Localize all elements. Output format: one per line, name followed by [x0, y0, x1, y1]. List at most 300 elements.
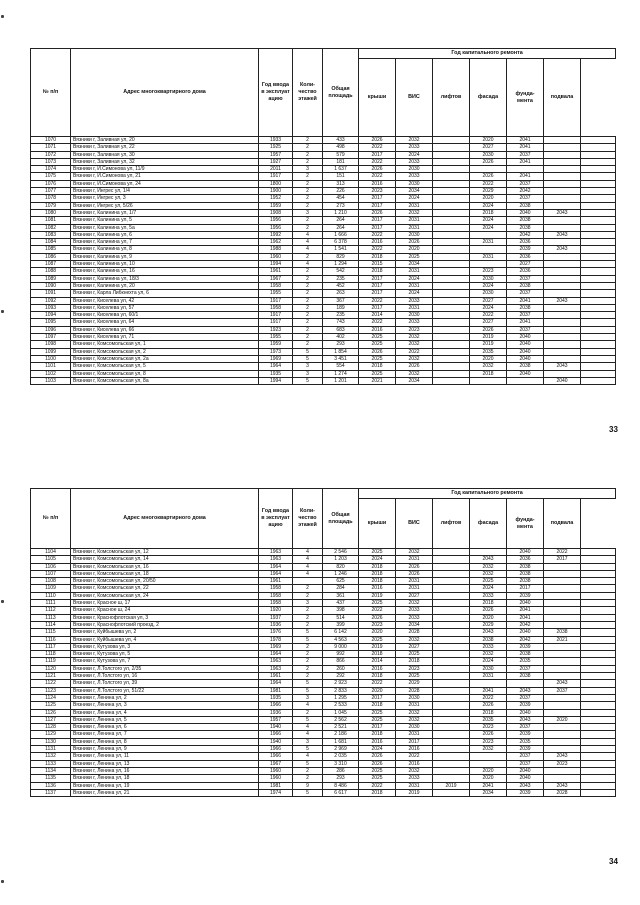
table-row [31, 144, 616, 151]
cell-roof: 2018 [359, 578, 396, 585]
cell-vis: 2032 [396, 209, 433, 216]
cell-year: 1964 [259, 570, 293, 577]
cell-facade: 2018 [470, 209, 507, 216]
cell-basement [544, 319, 581, 326]
cell-foundation: 2040 [507, 709, 544, 716]
cell-address: Вязники г, Комсомольская ул, 2а [71, 355, 259, 362]
cell-roof: 2025 [359, 636, 396, 643]
cell-lift [433, 556, 470, 563]
cell-address: Вязники г, Ленина ул, 2 [71, 694, 259, 701]
cell-foundation: 2038 [507, 363, 544, 370]
cell-floors: 3 [293, 694, 323, 701]
cell-empty [581, 753, 616, 760]
cell-lift [433, 239, 470, 246]
cell-address: Вязники г, Киселева ул, 64 [71, 319, 259, 326]
cell-vis: 2022 [396, 348, 433, 355]
cell-num: 1089 [31, 275, 71, 282]
cell-roof: 2025 [359, 775, 396, 782]
cell-floors: 2 [293, 173, 323, 180]
table-row [31, 629, 616, 636]
cell-facade: 2020 [470, 614, 507, 621]
cell-basement: 2021 [544, 636, 581, 643]
cell-num: 1102 [31, 370, 71, 377]
cell-address: Вязники г, Ленина ул, 3 [71, 702, 259, 709]
cell-area: 2 035 [323, 753, 359, 760]
cell-roof: 2024 [359, 556, 396, 563]
cell-vis: 2032 [396, 549, 433, 556]
cell-foundation: 2040 [507, 209, 544, 216]
cell-roof: 2018 [359, 789, 396, 796]
cell-basement [544, 709, 581, 716]
cell-empty [581, 209, 616, 216]
cell-lift [433, 687, 470, 694]
cell-basement [544, 268, 581, 275]
cell-address: Вязники г, Ленина ул, 8 [71, 738, 259, 745]
cell-facade: 2026 [470, 702, 507, 709]
cell-foundation: 2037 [507, 694, 544, 701]
cell-year: 1981 [259, 687, 293, 694]
cell-facade: 2026 [470, 173, 507, 180]
cell-floors: 2 [293, 144, 323, 151]
cell-foundation: 2038 [507, 224, 544, 231]
cell-basement [544, 607, 581, 614]
col-header-vis: ВИС [396, 59, 433, 137]
cell-address: Вязники г, Калинина ул, 20 [71, 282, 259, 289]
cell-empty [581, 261, 616, 268]
cell-floors: 2 [293, 290, 323, 297]
cell-empty [581, 789, 616, 796]
cell-basement [544, 600, 581, 607]
cell-basement [544, 224, 581, 231]
cell-area: 1 274 [323, 370, 359, 377]
cell-basement [544, 202, 581, 209]
cell-floors: 2 [293, 585, 323, 592]
cell-roof: 2026 [359, 166, 396, 173]
cell-roof: 2026 [359, 209, 396, 216]
cell-vis: 2024 [396, 151, 433, 158]
cell-area: 683 [323, 326, 359, 333]
cell-year: 1927 [259, 158, 293, 165]
cell-lift [433, 702, 470, 709]
cell-basement [544, 144, 581, 151]
cell-lift [433, 636, 470, 643]
cell-roof: 2018 [359, 570, 396, 577]
page-number: 33 [609, 425, 618, 434]
cell-area: 260 [323, 665, 359, 672]
cell-lift [433, 275, 470, 282]
cell-lift [433, 585, 470, 592]
cell-foundation: 2037 [507, 180, 544, 187]
cell-address: Вязники г, Карла Либкнехта ул, 6 [71, 290, 259, 297]
cell-roof: 2020 [359, 629, 396, 636]
cell-vis: 2026 [396, 239, 433, 246]
cell-floors: 3 [293, 166, 323, 173]
table-row [31, 304, 616, 311]
col-header-year: Год ввода в эксплуат ацию [259, 489, 293, 549]
cell-address: Вязники г, Ленина ул, 18 [71, 775, 259, 782]
cell-floors: 3 [293, 600, 323, 607]
table-row [31, 188, 616, 195]
table-row [31, 202, 616, 209]
cell-floors: 2 [293, 297, 323, 304]
cell-floors: 2 [293, 158, 323, 165]
cell-area: 1 045 [323, 709, 359, 716]
cell-vis: 2032 [396, 370, 433, 377]
cell-year: 1974 [259, 789, 293, 796]
cell-lift [433, 680, 470, 687]
col-header-basement: подвала [544, 59, 581, 137]
table-row [31, 716, 616, 723]
cell-year: 1958 [259, 585, 293, 592]
cell-roof: 2023 [359, 621, 396, 628]
cell-address: Вязники г, Киселева ул, 57 [71, 304, 259, 311]
cell-empty [581, 731, 616, 738]
cell-roof: 2015 [359, 261, 396, 268]
cell-roof: 2025 [359, 334, 396, 341]
cell-facade: 2018 [470, 370, 507, 377]
table-row [31, 731, 616, 738]
cell-year: 1973 [259, 348, 293, 355]
cell-lift [433, 665, 470, 672]
cell-floors: 2 [293, 326, 323, 333]
cell-roof: 2014 [359, 312, 396, 319]
cell-vis: 2019 [396, 789, 433, 796]
cell-floors: 2 [293, 217, 323, 224]
cell-area: 542 [323, 268, 359, 275]
cell-num: 1116 [31, 636, 71, 643]
cell-roof: 2017 [359, 195, 396, 202]
cell-facade: 2032 [470, 363, 507, 370]
cell-vis: 2022 [396, 753, 433, 760]
cell-lift [433, 760, 470, 767]
cell-floors: 9 [293, 782, 323, 789]
cell-year: 1908 [259, 209, 293, 216]
cell-foundation: 2035 [507, 658, 544, 665]
cell-year: 1961 [259, 578, 293, 585]
cell-empty [581, 673, 616, 680]
cell-facade: 2034 [470, 789, 507, 796]
cell-num: 1107 [31, 570, 71, 577]
cell-num: 1137 [31, 789, 71, 796]
cell-basement: 2043 [544, 297, 581, 304]
cell-foundation: 2041 [507, 137, 544, 144]
cell-basement [544, 614, 581, 621]
col-header-facade: фасада [470, 59, 507, 137]
cell-roof: 2022 [359, 173, 396, 180]
cell-year: 1940 [259, 738, 293, 745]
cell-facade: 2018 [470, 600, 507, 607]
cell-empty [581, 709, 616, 716]
cell-facade: 2022 [470, 312, 507, 319]
cell-lift [433, 370, 470, 377]
cell-lift [433, 355, 470, 362]
cell-area: 1 666 [323, 231, 359, 238]
table-row [31, 246, 616, 253]
cell-empty [581, 297, 616, 304]
cell-address: Вязники г, Калинина ул, 16 [71, 268, 259, 275]
cell-year: 1956 [259, 224, 293, 231]
cell-empty [581, 738, 616, 745]
cell-floors: 2 [293, 341, 323, 348]
cell-num: 1108 [31, 578, 71, 585]
table-row [31, 563, 616, 570]
cell-address: Вязники г, Киселева ул, 42 [71, 297, 259, 304]
cell-num: 1118 [31, 651, 71, 658]
cell-address: Вязники г, Л.Толстого ул, 16 [71, 673, 259, 680]
cell-address: Вязники г, Л.Толстого ул, 2/35 [71, 665, 259, 672]
cell-address: Вязники г, Заливная ул, 32 [71, 158, 259, 165]
cell-roof: 2018 [359, 363, 396, 370]
col-header-area: Общая площадь [323, 489, 359, 549]
cell-lift [433, 253, 470, 260]
cell-empty [581, 246, 616, 253]
cell-year: 1956 [259, 217, 293, 224]
cell-floors: 4 [293, 563, 323, 570]
cell-year: 1963 [259, 549, 293, 556]
cell-lift [433, 319, 470, 326]
cell-address: Вязники г, Ленина ул, 4 [71, 709, 259, 716]
cell-floors: 5 [293, 377, 323, 384]
cell-lift [433, 334, 470, 341]
cell-foundation: 2036 [507, 239, 544, 246]
cell-roof: 2025 [359, 370, 396, 377]
cell-floors: 5 [293, 680, 323, 687]
cell-basement [544, 563, 581, 570]
cell-basement [544, 370, 581, 377]
cell-empty [581, 563, 616, 570]
cell-area: 6 378 [323, 239, 359, 246]
cell-lift [433, 767, 470, 774]
cell-num: 1081 [31, 217, 71, 224]
cell-year: 1940 [259, 724, 293, 731]
cell-year: 1959 [259, 202, 293, 209]
table-row [31, 651, 616, 658]
cell-roof: 2016 [359, 326, 396, 333]
table-row [31, 173, 616, 180]
cell-roof: 2022 [359, 782, 396, 789]
cell-basement [544, 188, 581, 195]
cell-facade: 2027 [470, 297, 507, 304]
cell-basement [544, 180, 581, 187]
cell-empty [581, 724, 616, 731]
cell-floors: 4 [293, 549, 323, 556]
cell-area: 829 [323, 253, 359, 260]
cell-empty [581, 268, 616, 275]
cell-floors: 2 [293, 767, 323, 774]
cell-foundation: 2039 [507, 731, 544, 738]
cell-floors: 2 [293, 592, 323, 599]
cell-floors: 5 [293, 716, 323, 723]
cell-address: Вязники г, И.Симонова ул, 11/9 [71, 166, 259, 173]
cell-address: Вязники г, Комсомольская ул, 8а [71, 377, 259, 384]
table-row [31, 760, 616, 767]
cell-year: 1966 [259, 753, 293, 760]
cell-roof: 2018 [359, 268, 396, 275]
cell-foundation: 2027 [507, 261, 544, 268]
cell-year: 1967 [259, 275, 293, 282]
cell-vis: 2034 [396, 377, 433, 384]
document-page-33 [0, 0, 640, 452]
cell-facade: 2029 [470, 621, 507, 628]
cell-address: Вязники г, Калинина ул, 9 [71, 253, 259, 260]
cell-basement [544, 217, 581, 224]
cell-year: 1994 [259, 377, 293, 384]
cell-year: 1917 [259, 173, 293, 180]
cell-foundation: 2041 [507, 144, 544, 151]
cell-vis: 2030 [396, 724, 433, 731]
cell-vis: 2032 [396, 600, 433, 607]
cell-year: 1923 [259, 326, 293, 333]
cell-year: 1964 [259, 563, 293, 570]
cell-address: Вязники г, И.Симонова ул, 21 [71, 173, 259, 180]
cell-num: 1084 [31, 239, 71, 246]
cell-foundation: 2037 [507, 326, 544, 333]
cell-empty [581, 304, 616, 311]
col-header-lift: лифтов [433, 499, 470, 549]
cell-num: 1128 [31, 724, 71, 731]
cell-area: 1 637 [323, 166, 359, 173]
cell-num: 1099 [31, 348, 71, 355]
cell-vis: 2032 [396, 709, 433, 716]
cell-facade: 2030 [470, 665, 507, 672]
col-header-vis: ВИС [396, 499, 433, 549]
cell-roof: 2021 [359, 377, 396, 384]
cell-vis: 2024 [396, 290, 433, 297]
cell-empty [581, 202, 616, 209]
cell-area: 151 [323, 173, 359, 180]
cell-area: 579 [323, 151, 359, 158]
cell-roof: 2014 [359, 658, 396, 665]
cell-lift [433, 746, 470, 753]
cell-lift [433, 246, 470, 253]
cell-basement [544, 355, 581, 362]
cell-basement: 2020 [544, 716, 581, 723]
cell-area: 992 [323, 651, 359, 658]
cell-area: 820 [323, 563, 359, 570]
table-row [31, 209, 616, 216]
cell-vis: 2033 [396, 144, 433, 151]
cell-address: Вязники г, Ленина ул, 9 [71, 746, 259, 753]
table-row [31, 709, 616, 716]
cell-year: 1963 [259, 665, 293, 672]
cell-floors: 2 [293, 709, 323, 716]
binding-mark [1, 15, 4, 18]
table-row [31, 290, 616, 297]
cell-empty [581, 334, 616, 341]
col-header-num: № п/п [31, 49, 71, 137]
cell-address: Вязники г, Кутузова ул, 7 [71, 658, 259, 665]
cell-num: 1101 [31, 363, 71, 370]
table-row [31, 570, 616, 577]
cell-facade: 2024 [470, 202, 507, 209]
cell-area: 1 854 [323, 348, 359, 355]
cell-vis: 2026 [396, 563, 433, 570]
cell-foundation: 2038 [507, 578, 544, 585]
cell-floors: 2 [293, 304, 323, 311]
cell-vis: 2028 [396, 629, 433, 636]
cell-roof: 2020 [359, 687, 396, 694]
cell-year: 1957 [259, 151, 293, 158]
cell-vis: 2027 [396, 643, 433, 650]
cell-area: 1 295 [323, 694, 359, 701]
cell-num: 1136 [31, 782, 71, 789]
table-row [31, 775, 616, 782]
cell-vis: 2032 [396, 334, 433, 341]
cell-vis: 2033 [396, 775, 433, 782]
col-header-repair-year: Год капитального ремонта [359, 489, 616, 499]
cell-basement [544, 158, 581, 165]
cell-empty [581, 592, 616, 599]
cell-num: 1097 [31, 334, 71, 341]
cell-foundation: 2040 [507, 341, 544, 348]
cell-num: 1086 [31, 253, 71, 260]
cell-empty [581, 377, 616, 384]
cell-area: 293 [323, 775, 359, 782]
table-row [31, 326, 616, 333]
table-row [31, 319, 616, 326]
cell-facade: 2022 [470, 694, 507, 701]
cell-empty [581, 556, 616, 563]
cell-empty [581, 319, 616, 326]
cell-address: Вязники г, Ленина ул, 21 [71, 789, 259, 796]
cell-lift [433, 738, 470, 745]
cell-floors: 4 [293, 556, 323, 563]
table-row [31, 158, 616, 165]
cell-empty [581, 151, 616, 158]
cell-num: 1085 [31, 246, 71, 253]
cell-basement [544, 746, 581, 753]
cell-empty [581, 355, 616, 362]
cell-address: Вязники г, Комсомольская ул, 12 [71, 549, 259, 556]
table-row [31, 275, 616, 282]
cell-roof: 2025 [359, 716, 396, 723]
cell-year: 1992 [259, 231, 293, 238]
cell-facade: 2025 [470, 578, 507, 585]
cell-year: 1960 [259, 775, 293, 782]
cell-basement [544, 341, 581, 348]
cell-empty [581, 341, 616, 348]
cell-lift [433, 614, 470, 621]
cell-foundation: 2042 [507, 231, 544, 238]
cell-vis: 2033 [396, 614, 433, 621]
cell-basement [544, 585, 581, 592]
cell-num: 1083 [31, 231, 71, 238]
cell-basement: 2040 [544, 377, 581, 384]
cell-lift [433, 731, 470, 738]
cell-foundation: 2017 [507, 585, 544, 592]
cell-facade: 2032 [470, 651, 507, 658]
cell-year: 1961 [259, 268, 293, 275]
cell-empty [581, 658, 616, 665]
cell-roof: 2016 [359, 738, 396, 745]
cell-facade: 2030 [470, 275, 507, 282]
cell-num: 1090 [31, 282, 71, 289]
cell-lift [433, 261, 470, 268]
cell-lift [433, 716, 470, 723]
cell-basement [544, 673, 581, 680]
cell-facade: 2026 [470, 607, 507, 614]
cell-facade: 2026 [470, 158, 507, 165]
cell-year: 1936 [259, 621, 293, 628]
cell-foundation: 2043 [507, 782, 544, 789]
cell-basement [544, 651, 581, 658]
cell-empty [581, 687, 616, 694]
table-row [31, 665, 616, 672]
cell-area: 226 [323, 188, 359, 195]
cell-foundation: 2043 [507, 687, 544, 694]
cell-address: Вязники г, Л.Толстого ул, 51/22 [71, 687, 259, 694]
cell-empty [581, 137, 616, 144]
